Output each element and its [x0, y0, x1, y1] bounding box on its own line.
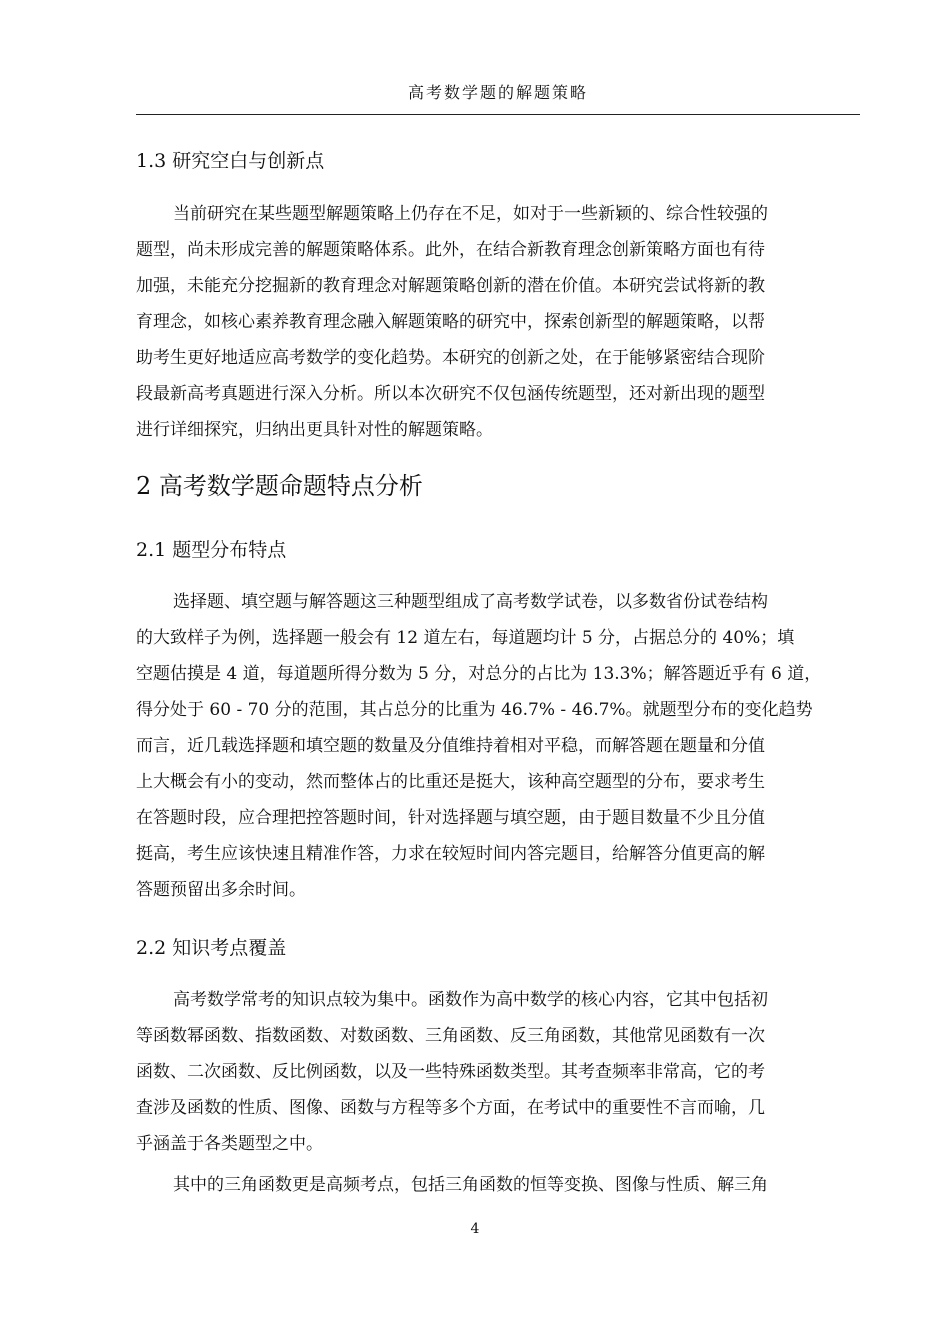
paragraph-line: 当前研究在某些题型解题策略上仍存在不足，如对于一些新颖的、综合性较强的: [173, 204, 768, 224]
chapter-heading-2: 2 高考数学题命题特点分析: [136, 472, 423, 500]
paragraph-line: 函数、二次函数、反比例函数，以及一些特殊函数类型。其考查频率非常高，它的考: [136, 1062, 765, 1082]
paragraph-line: 助考生更好地适应高考数学的变化趋势。本研究的创新之处，在于能够紧密结合现阶: [136, 348, 765, 368]
section-heading-1-3: 1.3 研究空白与创新点: [136, 150, 325, 172]
paragraph-line: 育理念，如核心素养教育理念融入解题策略的研究中，探索创新型的解题策略，以帮: [136, 312, 765, 332]
paragraph-line: 答题预留出多余时间。: [136, 880, 306, 900]
paragraph-line: 乎涵盖于各类题型之中。: [136, 1134, 323, 1154]
page-number: 4: [470, 1221, 480, 1237]
paragraph-question-type-distribution: [136, 584, 860, 908]
paragraph-trigonometric-functions: [136, 1167, 860, 1203]
paragraph-line: 等函数幂函数、指数函数、对数函数、三角函数、反三角函数，其他常见函数有一次: [136, 1026, 765, 1046]
paragraph-line: 上大概会有小的变动，然而整体占的比重还是挺大，该种高空题型的分布，要求考生: [136, 772, 765, 792]
paragraph-line: 挺高，考生应该快速且精准作答，力求在较短时间内答完题目，给解答分值更高的解: [136, 844, 765, 864]
section-heading-2-1: 2.1 题型分布特点: [136, 539, 287, 561]
section-heading-2-2: 2.2 知识考点覆盖: [136, 937, 287, 959]
paragraph-line: 高考数学常考的知识点较为集中。函数作为高中数学的核心内容，它其中包括初: [173, 990, 768, 1010]
paragraph-line: 选择题、填空题与解答题这三种题型组成了高考数学试卷，以多数省份试卷结构: [173, 592, 768, 612]
paragraph-line: 得分处于 60 - 70 分的范围，其占总分的比重为 46.7% - 46.7%。就题型分布的变化趋势: [136, 700, 813, 720]
paragraph-line: 段最新高考真题进行深入分析。所以本次研究不仅包涵传统题型，还对新出现的题型: [136, 384, 765, 404]
paragraph-line: 加强，未能充分挖掘新的教育理念对解题策略创新的潜在价值。本研究尝试将新的教: [136, 276, 765, 296]
paragraph-line: 的大致样子为例，选择题一般会有 12 道左右，每道题均计 5 分，占据总分的 40%；填: [136, 628, 795, 648]
paragraph-line: 其中的三角函数更是高频考点，包括三角函数的恒等变换、图像与性质、解三角: [173, 1175, 768, 1195]
running-header: 高考数学题的解题策略: [136, 82, 860, 115]
paragraph-research-gap: [136, 196, 860, 448]
paragraph-line: 空题估摸是 4 道，每道题所得分数为 5 分，对总分的占比为 13.3%；解答题近乎有 6 道，: [136, 664, 822, 684]
paragraph-line: 查涉及函数的性质、图像、函数与方程等多个方面，在考试中的重要性不言而喻，几: [136, 1098, 765, 1118]
paragraph-line: 在答题时段，应合理把控答题时间，针对选择题与填空题，由于题目数量不少且分值: [136, 808, 765, 828]
paragraph-line: 而言，近几载选择题和填空题的数量及分值维持着相对平稳，而解答题在题量和分值: [136, 736, 765, 756]
paragraph-line: 进行详细探究，归纳出更具针对性的解题策略。: [136, 420, 493, 440]
paragraph-knowledge-points: [136, 982, 860, 1162]
paragraph-line: 题型，尚未形成完善的解题策略体系。此外，在结合新教育理念创新策略方面也有待: [136, 240, 765, 260]
